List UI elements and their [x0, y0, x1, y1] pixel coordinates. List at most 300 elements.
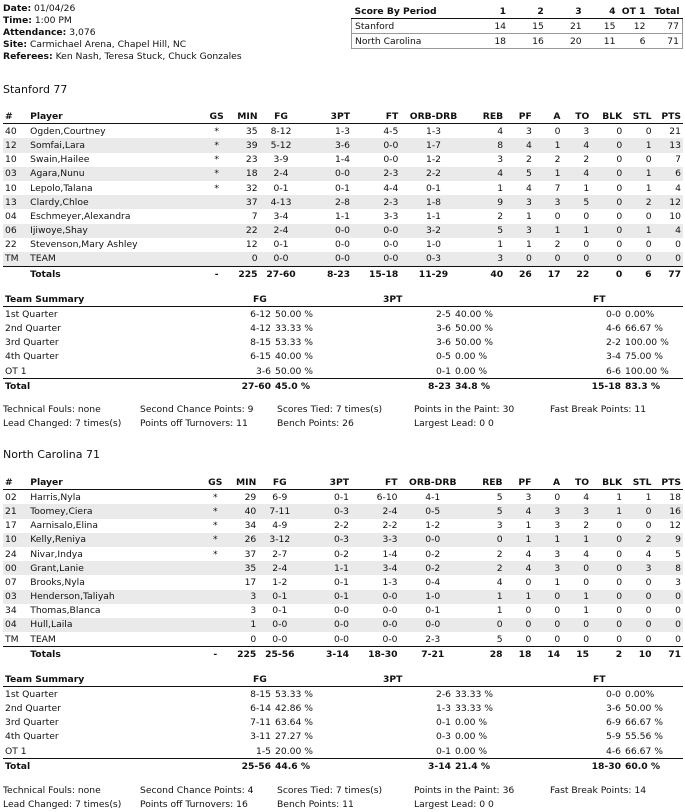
player-cell: 8: [653, 561, 683, 575]
box-header-cell: A: [534, 109, 563, 124]
summary-total-cell: 44.6 %: [273, 759, 383, 774]
player-cell: 4: [505, 561, 534, 575]
summary-cell: 6-14: [250, 702, 271, 714]
player-cell: 0-0: [334, 633, 350, 645]
game-info: [3, 3, 242, 63]
player-cell: 35: [225, 561, 258, 575]
player-cell: 1: [645, 491, 652, 503]
box-header-cell: BLK: [591, 475, 624, 490]
player-row: [3, 138, 683, 152]
player-cell: 1: [525, 239, 532, 251]
player-cell: 0: [653, 590, 683, 604]
player-cell: 4: [505, 138, 534, 152]
totals-cell: 26: [505, 267, 534, 282]
player-row: [3, 167, 683, 181]
box-header-cell: MIN: [225, 475, 258, 490]
summary-cell: OT 1: [5, 745, 27, 757]
player-cell: 1-3: [425, 125, 441, 137]
player-cell: Thomas,Blanca: [30, 605, 101, 617]
summary-cell: 0.00%: [625, 688, 655, 700]
summary-total-cell: 15-18: [563, 379, 623, 394]
summary-cell: 0.00 %: [455, 717, 488, 729]
totals-cell: Totals: [28, 267, 207, 282]
player-cell: 0-2: [400, 561, 466, 575]
box-header-cell: Player: [28, 109, 207, 124]
player-cell: 0: [227, 252, 260, 267]
summary-cell: 1st Quarter: [5, 688, 58, 700]
box-header-row: [3, 109, 683, 124]
game-site: Site: Carmichael Arena, Chapel Hill, NC: [3, 39, 187, 50]
player-cell: [205, 575, 225, 589]
box-header-cell: ORB-DRB: [400, 475, 466, 490]
player-cell: 0-0: [301, 618, 351, 632]
summary-header-cell: FT: [563, 672, 683, 687]
totals-cell: 77: [654, 267, 683, 282]
player-cell: 3-4: [273, 210, 289, 222]
player-row: [3, 575, 683, 589]
player-cell: 1: [497, 239, 504, 251]
player-cell: 3: [505, 224, 534, 238]
summary-row: [3, 364, 683, 379]
player-cell: 40: [5, 125, 17, 137]
misc-stat: Points in the Paint: 36: [414, 785, 515, 796]
player-cell: 9: [653, 533, 683, 547]
box-header-cell: FT: [351, 475, 399, 490]
player-cell: 0-0: [258, 618, 301, 632]
summary-total-cell: 21.4 %: [453, 759, 563, 774]
summary-cell: 5-9: [605, 731, 621, 743]
player-cell: 1-1: [425, 210, 441, 222]
player-cell: 0-0: [352, 224, 400, 238]
player-cell: 0: [554, 125, 561, 137]
summary-cell: 7-11: [250, 717, 271, 729]
game-date: Date: 01/04/26: [3, 3, 76, 14]
summary-total-row: [3, 759, 683, 774]
player-cell: 06: [3, 224, 28, 238]
totals-cell: 7-21: [400, 647, 466, 662]
player-cell: 0: [466, 618, 505, 632]
box-header-cell: REB: [466, 475, 505, 490]
score-cell: 21: [547, 19, 585, 34]
box-header-cell: FG: [260, 109, 303, 124]
player-cell: 2-4: [258, 561, 301, 575]
misc-stat: Lead Changed: 7 times(s): [3, 418, 122, 429]
score-header-cell: Total: [648, 4, 682, 19]
player-cell: 0: [591, 561, 624, 575]
player-cell: Henderson,Taliyah: [28, 590, 205, 604]
player-cell: 0-3: [301, 533, 351, 547]
summary-cell: 3-4: [605, 351, 621, 363]
misc-stat: Points in the Paint: 30: [414, 404, 515, 415]
game-time: Time: 1:00 PM: [3, 15, 72, 26]
player-cell: Hull,Laila: [28, 618, 205, 632]
player-row: [3, 590, 683, 604]
player-cell: 34: [244, 520, 257, 532]
box-header-cell: STL: [624, 109, 653, 124]
summary-cell: 0-1: [435, 365, 451, 377]
player-cell: 18: [669, 491, 681, 503]
summary-total-cell: 8-23: [383, 379, 453, 394]
player-cell: 0: [616, 548, 623, 560]
summary-cell: 1-3: [435, 702, 451, 714]
summary-cell: 2-6: [435, 688, 451, 700]
misc-stat: Lead Changed: 7 times(s): [3, 799, 122, 810]
summary-total-cell: 34.8 %: [453, 379, 563, 394]
player-cell: 10: [669, 210, 681, 222]
misc-stat: Technical Fouls: none: [3, 785, 101, 796]
summary-cell: 50.00 %: [455, 337, 493, 349]
player-cell: 22: [227, 224, 260, 238]
summary-cell: OT 1: [5, 365, 27, 377]
player-cell: 3: [554, 548, 561, 560]
player-cell: [207, 252, 227, 267]
player-cell: 2: [554, 154, 561, 166]
player-cell: 0-0: [382, 633, 398, 645]
summary-cell: 55.56 %: [625, 731, 663, 743]
player-cell: [205, 632, 225, 647]
player-cell: 1-1: [334, 210, 350, 222]
player-cell: 7: [554, 182, 561, 194]
summary-cell: 33.33 %: [455, 702, 493, 714]
player-cell: 5: [675, 548, 681, 560]
player-cell: 0-0: [302, 252, 352, 267]
player-row: [3, 504, 683, 518]
player-cell: 0-1: [273, 239, 289, 251]
summary-cell: 50.00 %: [275, 365, 313, 377]
player-cell: *: [214, 125, 219, 137]
player-cell: TEAM: [28, 252, 207, 267]
player-cell: 0: [554, 210, 561, 222]
player-cell: 1-2: [425, 154, 441, 166]
player-cell: 5: [467, 224, 505, 238]
player-cell: 0: [591, 533, 624, 547]
player-cell: *: [207, 138, 227, 152]
score-cell: 14: [471, 19, 509, 34]
player-cell: 3-2: [400, 224, 466, 238]
player-cell: 0-0: [382, 605, 398, 617]
totals-cell: 225: [227, 267, 260, 282]
player-row: [3, 519, 683, 533]
player-cell: 0: [533, 590, 562, 604]
player-cell: [207, 209, 227, 223]
summary-row: [3, 321, 683, 335]
summary-cell: 3rd Quarter: [5, 717, 59, 729]
summary-cell: 8-15: [250, 688, 271, 700]
player-cell: 0-0: [383, 239, 399, 251]
summary-cell: 53.33 %: [275, 337, 313, 349]
score-header-cell: 2: [509, 4, 547, 19]
player-cell: Agara,Nunu: [28, 167, 207, 181]
player-cell: 0: [591, 138, 624, 152]
player-cell: *: [212, 520, 218, 532]
player-cell: 3: [554, 520, 561, 532]
player-cell: 1: [466, 590, 505, 604]
player-cell: 1: [505, 533, 534, 547]
player-cell: 35: [245, 125, 258, 137]
player-cell: 3-4: [351, 561, 399, 575]
summary-cell: 4th Quarter: [5, 731, 59, 743]
totals-cell: 71: [653, 647, 683, 662]
summary-cell: 53.33 %: [275, 688, 313, 700]
player-cell: 4: [645, 548, 652, 560]
player-cell: 0: [250, 633, 257, 645]
player-cell: 3-3: [383, 210, 399, 222]
score-header-cell: Score By Period: [352, 4, 472, 19]
summary-cell: 40.00 %: [275, 351, 313, 363]
summary-row: [3, 730, 683, 744]
player-cell: Ijiwoye,Shay: [28, 224, 207, 238]
player-cell: [205, 590, 225, 604]
summary-cell: 2-5: [435, 308, 451, 320]
player-cell: 2-4: [260, 167, 303, 181]
player-cell: 1: [645, 182, 652, 194]
player-cell: 1-0: [400, 590, 466, 604]
player-cell: 2-8: [302, 195, 352, 209]
player-cell: 12: [245, 239, 258, 251]
player-cell: 1: [624, 167, 653, 181]
summary-cell: 50.00 %: [455, 322, 493, 334]
summary-cell: 4th Quarter: [5, 351, 59, 363]
team-title: Stanford 77: [3, 83, 68, 96]
summary-cell: 8-15: [250, 337, 271, 349]
player-cell: 0: [645, 125, 652, 137]
box-score-table: [3, 109, 683, 281]
player-cell: Clardy,Chloe: [28, 195, 207, 209]
box-header-cell: GS: [205, 475, 225, 490]
summary-total-cell: Total: [3, 759, 153, 774]
player-cell: 0-1: [258, 590, 301, 604]
box-header-cell: PTS: [653, 475, 683, 490]
player-cell: 7: [251, 210, 258, 222]
player-cell: 1-4: [334, 154, 350, 166]
player-cell: 4: [583, 491, 590, 503]
summary-total-cell: 25-56: [153, 759, 273, 774]
player-cell: *: [214, 182, 219, 194]
player-cell: 2-2: [334, 520, 350, 532]
player-cell: 0-1: [334, 576, 350, 588]
player-cell: 1: [225, 618, 258, 632]
misc-stat: Largest Lead: 0 0: [414, 799, 494, 810]
player-cell: 0-0: [272, 633, 288, 645]
totals-cell: 28: [466, 647, 505, 662]
player-cell: 0: [653, 618, 683, 632]
box-header-cell: #: [3, 109, 28, 124]
totals-cell: 40: [467, 267, 505, 282]
team-summary-table: [3, 292, 683, 393]
summary-cell: 4-6: [605, 322, 621, 334]
player-cell: 34: [5, 605, 17, 617]
player-cell: 1-0: [425, 239, 441, 251]
player-cell: 1: [505, 590, 534, 604]
player-cell: 3: [250, 605, 257, 617]
player-cell: Swain,Hailee: [30, 154, 90, 166]
player-cell: 0: [654, 252, 683, 267]
player-cell: 1-2: [425, 520, 441, 532]
player-cell: *: [205, 504, 225, 518]
misc-stat: Fast Break Points: 14: [550, 785, 647, 796]
score-cell: 15: [585, 19, 619, 34]
team-summary-table: [3, 672, 683, 773]
player-cell: Brooks,Nyla: [30, 576, 85, 588]
player-cell: 0-1: [272, 605, 288, 617]
player-cell: 4-4: [383, 182, 399, 194]
player-cell: 4-1: [425, 491, 441, 503]
player-cell: 3-9: [273, 154, 289, 166]
player-cell: 17: [244, 576, 257, 588]
summary-cell: 0.00 %: [455, 351, 488, 363]
summary-header-cell: 3PT: [383, 292, 563, 307]
player-cell: 03: [3, 590, 28, 604]
player-cell: 2: [525, 154, 532, 166]
summary-cell: 3-6: [435, 337, 451, 349]
team-title: North Carolina 71: [3, 448, 101, 461]
summary-cell: 2nd Quarter: [5, 322, 61, 334]
player-cell: 37: [227, 195, 260, 209]
player-cell: 1: [533, 533, 562, 547]
misc-stat: Scores Tied: 7 times(s): [277, 404, 383, 415]
summary-cell: 4-12: [250, 322, 271, 334]
player-cell: 1: [624, 138, 653, 152]
player-cell: 1: [583, 605, 590, 617]
player-cell: Toomey,Ciera: [28, 504, 205, 518]
player-cell: *: [205, 533, 225, 547]
player-row: [3, 238, 683, 252]
box-header-cell: PF: [505, 109, 534, 124]
summary-header-cell: 3PT: [383, 672, 563, 687]
player-cell: 18: [227, 167, 260, 181]
player-cell: 13: [654, 138, 683, 152]
player-cell: *: [207, 167, 227, 181]
player-cell: 0-2: [334, 548, 350, 560]
player-cell: 0: [645, 605, 652, 617]
player-cell: 2: [624, 533, 653, 547]
totals-cell: 15-18: [352, 267, 400, 282]
player-row: [3, 224, 683, 238]
player-cell: 4: [505, 504, 534, 518]
summary-cell: 1-5: [255, 745, 271, 757]
player-cell: 3: [533, 504, 562, 518]
player-cell: 3: [525, 125, 532, 137]
player-cell: 0: [645, 520, 652, 532]
player-cell: 2-7: [272, 548, 288, 560]
box-header-cell: 3PT: [302, 109, 352, 124]
summary-cell: 0.00 %: [455, 365, 488, 377]
player-cell: *: [212, 548, 218, 560]
summary-cell: 63.64 %: [275, 717, 313, 729]
totals-cell: 6: [624, 267, 653, 282]
summary-header-cell: FG: [153, 672, 383, 687]
player-row: [3, 181, 683, 195]
player-cell: 0-0: [334, 605, 350, 617]
player-cell: *: [212, 491, 218, 503]
totals-cell: 15: [562, 647, 591, 662]
player-cell: 0: [583, 633, 590, 645]
player-cell: 0: [616, 605, 623, 617]
player-cell: 2: [583, 520, 590, 532]
summary-cell: 6-12: [250, 308, 271, 320]
player-cell: 3: [496, 520, 503, 532]
summary-cell: 50.00 %: [275, 308, 313, 320]
player-cell: 21: [3, 504, 28, 518]
player-cell: 02: [5, 491, 17, 503]
player-cell: 3-12: [258, 533, 301, 547]
summary-cell: 66.67 %: [625, 745, 663, 757]
player-row: [3, 632, 683, 647]
player-cell: 3: [624, 561, 653, 575]
summary-total-cell: Total: [3, 379, 153, 394]
misc-stat: Scores Tied: 7 times(s): [277, 785, 383, 796]
summary-cell: 33.33 %: [275, 322, 313, 334]
player-cell: 0: [591, 195, 624, 209]
player-cell: 03: [3, 167, 28, 181]
player-cell: 3: [505, 195, 534, 209]
score-cell: 18: [471, 34, 509, 49]
player-cell: 3: [525, 491, 532, 503]
player-cell: 2: [583, 154, 590, 166]
player-cell: 1: [525, 520, 532, 532]
box-header-cell: PTS: [654, 109, 683, 124]
player-cell: 3: [562, 504, 591, 518]
player-cell: 2-4: [260, 224, 303, 238]
player-cell: 1: [554, 576, 561, 588]
summary-cell: 0-1: [435, 745, 451, 757]
player-cell: 1: [583, 182, 590, 194]
player-cell: 0: [616, 239, 623, 251]
player-cell: 2-2: [382, 520, 398, 532]
summary-cell: 40.00 %: [455, 308, 493, 320]
player-cell: 5: [496, 491, 503, 503]
player-cell: 0: [624, 590, 653, 604]
totals-cell: 18-30: [351, 647, 399, 662]
player-cell: 5: [496, 633, 503, 645]
player-cell: 0: [554, 605, 561, 617]
player-cell: 0-0: [383, 154, 399, 166]
player-cell: 1-8: [400, 195, 466, 209]
player-cell: 1: [496, 605, 503, 617]
totals-cell: 10: [624, 647, 653, 662]
summary-header-cell: Team Summary: [3, 672, 153, 687]
summary-total-row: [3, 379, 683, 394]
player-cell: 0-4: [425, 576, 441, 588]
player-cell: 0-0: [351, 590, 399, 604]
player-cell: 0: [616, 182, 623, 194]
box-header-cell: MIN: [227, 109, 260, 124]
player-cell: TEAM: [30, 633, 56, 645]
totals-cell: 11-29: [400, 267, 466, 282]
player-cell: 0: [525, 605, 532, 617]
player-cell: 0: [616, 125, 623, 137]
summary-cell: 100.00 %: [625, 365, 669, 377]
player-cell: 0-0: [352, 138, 400, 152]
player-row: [3, 604, 683, 618]
player-cell: 0: [525, 576, 532, 588]
player-cell: 4: [562, 167, 591, 181]
box-header-cell: 3PT: [301, 475, 351, 490]
player-cell: 3: [225, 590, 258, 604]
summary-cell: 3-6: [605, 702, 621, 714]
player-cell: Nivar,Indya: [30, 548, 83, 560]
player-cell: 0: [562, 252, 591, 267]
player-cell: 0: [675, 605, 681, 617]
score-cell: 71: [648, 34, 682, 49]
score-header-cell: 1: [471, 4, 509, 19]
player-cell: [207, 224, 227, 238]
player-cell: 4-9: [272, 520, 288, 532]
player-row: [3, 153, 683, 167]
summary-cell: 100.00 %: [625, 337, 669, 349]
box-header-cell: STL: [624, 475, 653, 490]
box-header-cell: Player: [28, 475, 205, 490]
